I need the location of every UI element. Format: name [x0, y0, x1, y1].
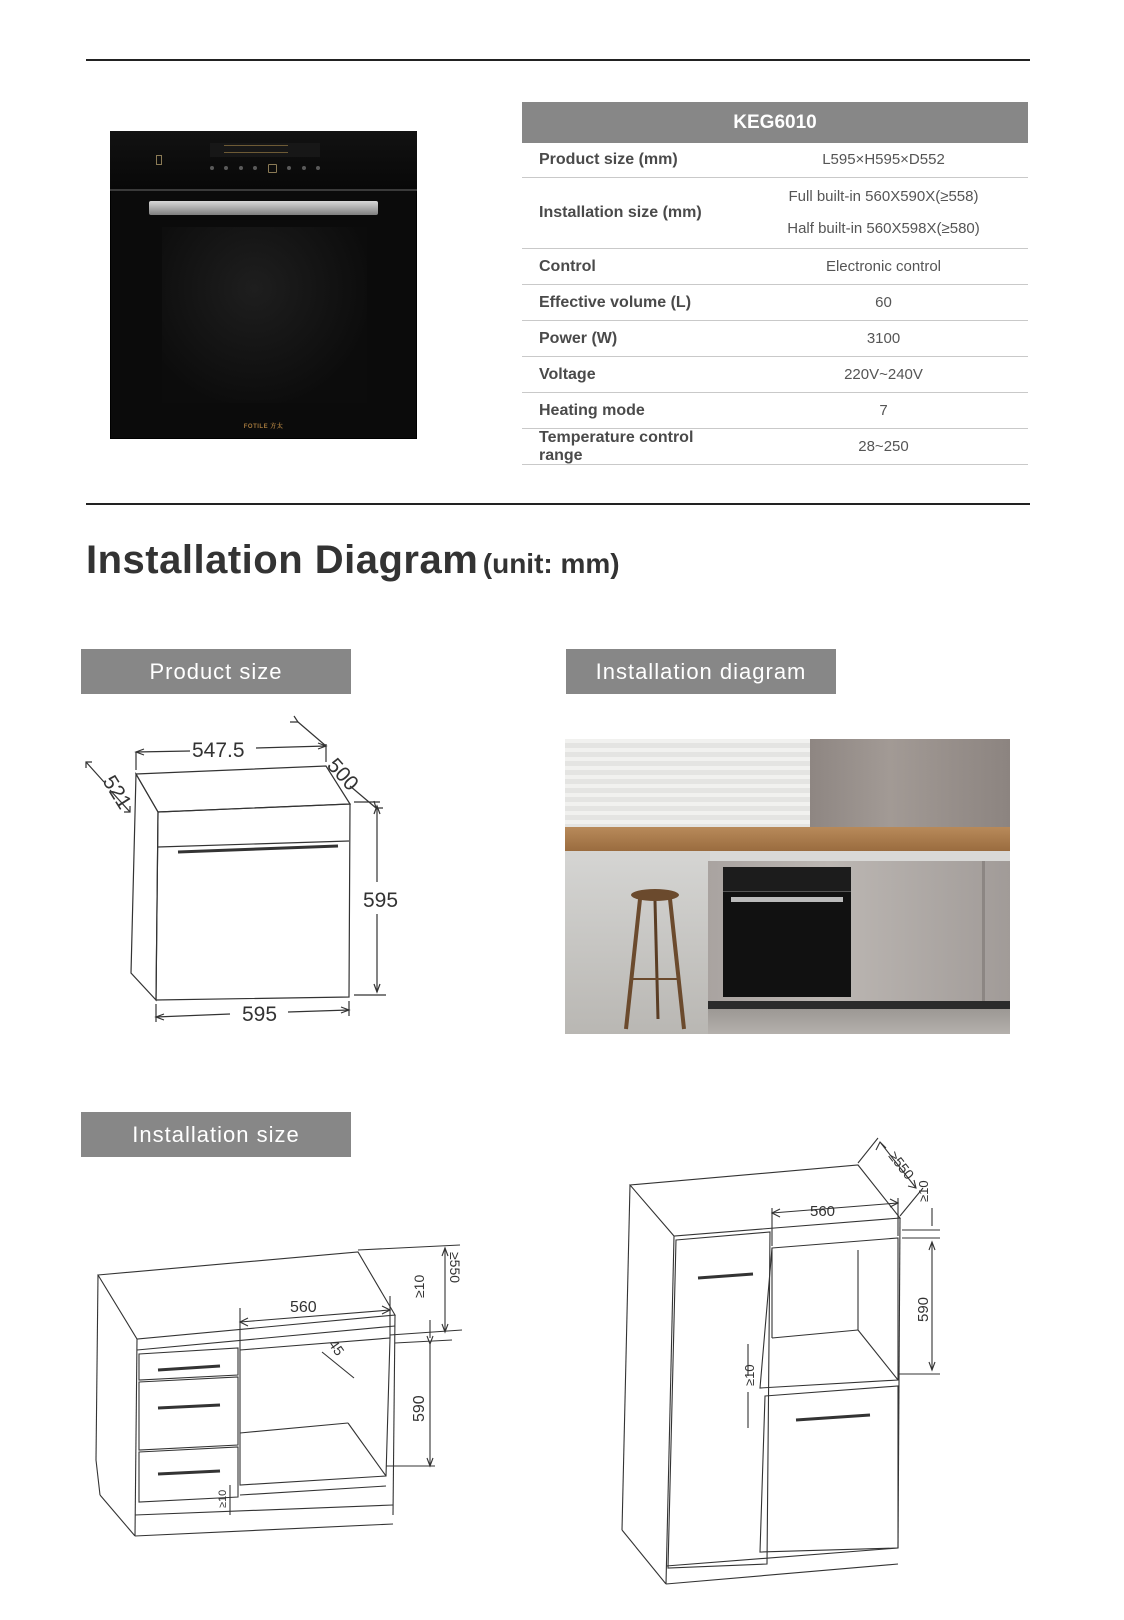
spec-row	[522, 393, 1028, 429]
left-dim-depth: ≥550	[447, 1252, 463, 1284]
installation-size-drawing-left	[90, 1240, 480, 1545]
spec-label: Power (W)	[539, 329, 618, 347]
spec-label: Product size (mm)	[539, 151, 678, 168]
spec-label: Effective volume (L)	[539, 293, 692, 311]
brand-logo: FOTILE 方太	[243, 424, 284, 430]
right-dim-depth: ≥550	[885, 1147, 918, 1183]
spec-table-header: KEG6010	[522, 102, 1028, 143]
oven-product-image	[110, 131, 417, 439]
oven-touch-buttons	[210, 163, 320, 173]
left-dim-width: 560	[290, 1299, 317, 1316]
product-size-label: Product size	[81, 649, 351, 694]
dim-depth: 500	[322, 753, 363, 796]
right-dim-width: 560	[810, 1203, 836, 1220]
right-dim-gap-top: ≥10	[916, 1180, 931, 1202]
spec-row	[522, 178, 1028, 249]
left-dim-gap-top: ≥10	[411, 1274, 427, 1298]
spec-label: Temperature control range	[539, 428, 694, 464]
spec-value: L595×H595×D552	[822, 151, 945, 168]
spec-label: Installation size (mm)	[539, 204, 702, 221]
spec-table	[522, 102, 1028, 465]
spec-value: Full built-in 560X590X(≥558) Half built-in 560X598X(≥580)	[787, 188, 980, 237]
section-title	[86, 538, 620, 583]
left-dim-height: 590	[411, 1395, 428, 1422]
product-size-drawing	[80, 710, 420, 1030]
oven-window	[162, 227, 367, 403]
spec-row	[522, 285, 1028, 321]
section-title-text: Installation Diagram	[86, 538, 479, 582]
spec-value: 7	[879, 401, 888, 419]
spec-value: 3100	[866, 329, 901, 347]
section-rule	[86, 503, 1030, 505]
right-dim-height: 590	[915, 1296, 932, 1322]
spec-row	[522, 321, 1028, 357]
installation-diagram-label: Installation diagram	[566, 649, 836, 694]
oven-control-panel	[110, 131, 417, 191]
dim-height: 595	[363, 889, 399, 912]
spec-value: Electronic control	[825, 257, 942, 275]
dim-width-bottom: 595	[242, 1003, 278, 1026]
spec-row	[522, 143, 1028, 178]
oven-display	[210, 143, 320, 157]
spec-label: Heating mode	[539, 401, 645, 419]
power-icon	[156, 155, 162, 165]
spec-label: Voltage	[539, 365, 596, 383]
installation-size-label: Installation size	[81, 1112, 351, 1157]
kitchen-installation-photo	[565, 739, 1010, 1034]
top-rule	[86, 59, 1030, 61]
installation-size-drawing-right	[610, 1130, 960, 1590]
spec-row	[522, 249, 1028, 285]
right-dim-gap-bottom: ≥10	[742, 1364, 757, 1386]
left-dim-angle: 45	[325, 1336, 348, 1359]
oven-handle	[149, 201, 378, 215]
spec-value: 220V~240V	[844, 365, 923, 383]
spec-value: 28~250	[858, 437, 909, 455]
spec-row	[522, 357, 1028, 393]
spec-label: Control	[539, 257, 596, 275]
section-unit: (unit: mm)	[482, 548, 620, 579]
spec-row	[522, 429, 1028, 465]
spec-value: 60	[875, 293, 892, 311]
left-dim-gap-bottom: ≥10	[217, 1489, 229, 1508]
dim-side: 521	[97, 771, 136, 814]
dim-width-top: 547.5	[192, 739, 245, 762]
